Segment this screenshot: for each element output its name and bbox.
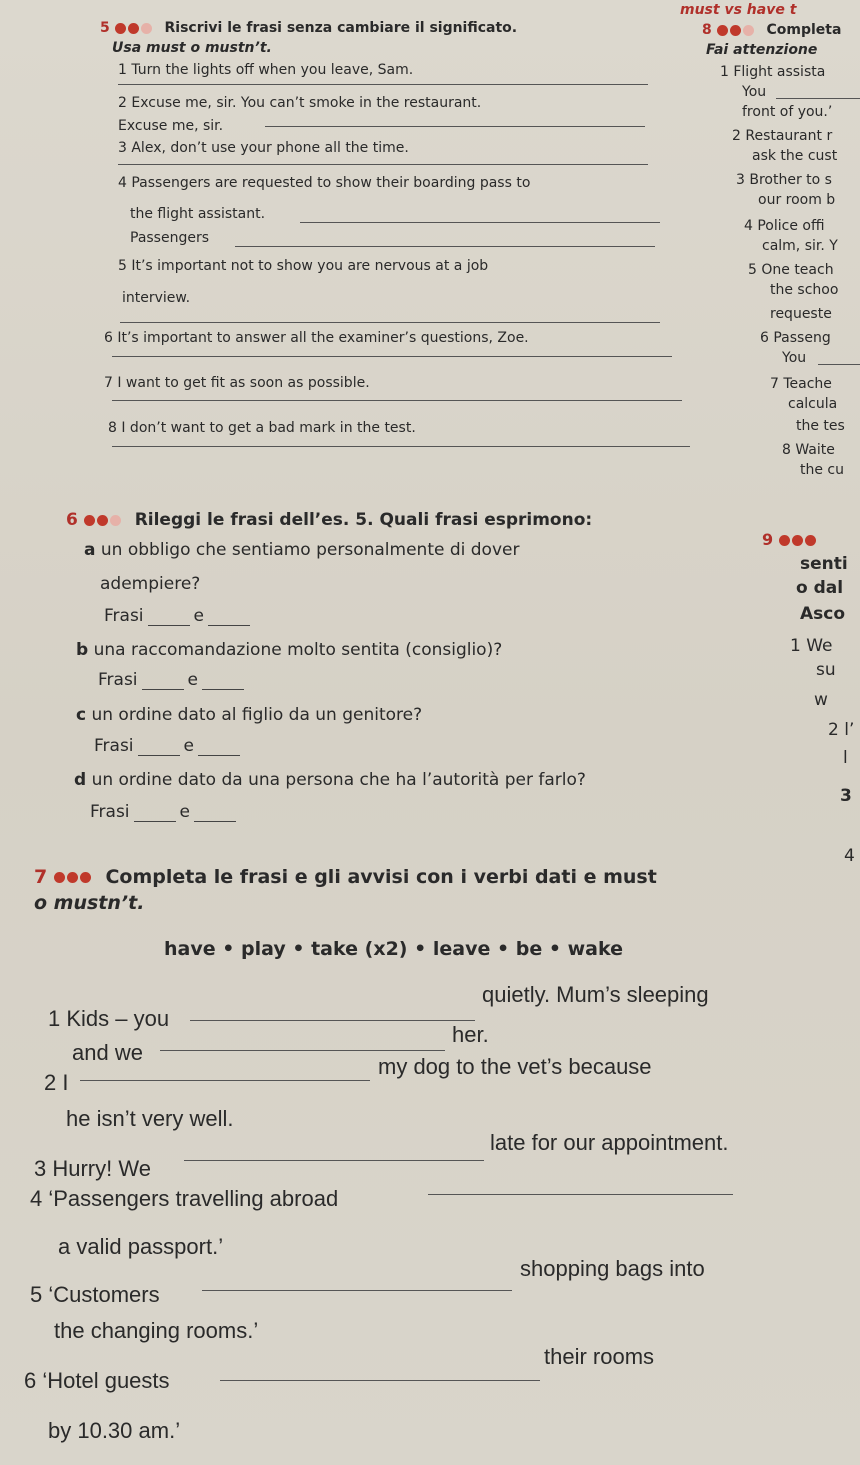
ex7-item-6-c: by 10.30 am.’ bbox=[48, 1418, 181, 1443]
ex6-header bbox=[66, 510, 592, 530]
ex7-item-1-c: and we bbox=[72, 1040, 143, 1065]
difficulty-dots bbox=[779, 530, 818, 549]
ex7-item-4-c: a valid passport.’ bbox=[58, 1234, 224, 1259]
difficulty-dots bbox=[84, 510, 123, 530]
ex6-item-a bbox=[84, 540, 519, 560]
frasi-label: Frasi bbox=[90, 802, 130, 822]
answer-line[interactable] bbox=[265, 126, 645, 127]
ex6-item-c bbox=[76, 705, 422, 725]
difficulty-dots bbox=[115, 20, 154, 36]
ex8-title: Completa bbox=[766, 22, 842, 38]
ex8-header bbox=[702, 22, 841, 38]
ex7-item-5: 5 ‘Customers bbox=[30, 1282, 160, 1307]
ex8-subinstruction: Fai attenzione bbox=[706, 42, 818, 58]
ex7-title-cont: o mustn’t. bbox=[34, 892, 145, 914]
ex7-item-2: 2 I bbox=[44, 1070, 69, 1095]
ex8-line: front of you.’ bbox=[742, 104, 833, 120]
frasi-label: Frasi bbox=[98, 670, 138, 690]
answer-blank[interactable] bbox=[202, 675, 244, 690]
item-letter: d bbox=[74, 770, 87, 790]
ex7-verb-box: have • play • take (x2) • leave • be • wake bbox=[164, 938, 623, 960]
answer-line[interactable] bbox=[160, 1050, 445, 1051]
ex7-item-2-b: my dog to the vet’s because bbox=[378, 1054, 652, 1079]
ex7-header bbox=[34, 866, 657, 888]
ex8-line: 4 Police offi bbox=[744, 218, 825, 234]
ex9-line: 4 bbox=[844, 846, 855, 866]
ex5-number: 5 bbox=[100, 20, 110, 36]
ex6-item-b bbox=[76, 640, 502, 660]
ex9-number: 9 bbox=[762, 530, 774, 549]
ex8-line: 5 One teach bbox=[748, 262, 834, 278]
answer-line[interactable] bbox=[184, 1160, 484, 1161]
ex8-line: 3 Brother to s bbox=[736, 172, 832, 188]
answer-blank[interactable] bbox=[148, 611, 190, 626]
ex8-line: our room b bbox=[758, 192, 836, 208]
answer-blank[interactable] bbox=[142, 675, 184, 690]
item-letter: c bbox=[76, 705, 87, 725]
ex5-item-2-start: Excuse me, sir. bbox=[118, 118, 224, 134]
ex5-item-4: 4 Passengers are requested to show their boarding pass to bbox=[118, 175, 531, 191]
item-letter: b bbox=[76, 640, 89, 660]
ex9-line: l bbox=[843, 748, 848, 768]
conjunction: e bbox=[183, 736, 194, 756]
answer-line[interactable] bbox=[202, 1290, 512, 1291]
answer-blank[interactable] bbox=[198, 741, 240, 756]
ex9-line: su bbox=[816, 660, 836, 680]
ex7-item-5-c: the changing rooms.’ bbox=[54, 1318, 259, 1343]
ex6-answer-a bbox=[104, 606, 254, 626]
ex7-item-1-d: her. bbox=[452, 1022, 489, 1047]
ex7-item-1: 1 Kids – you bbox=[48, 1006, 170, 1031]
answer-line[interactable] bbox=[190, 1020, 475, 1021]
answer-line[interactable] bbox=[118, 164, 648, 165]
answer-blank[interactable] bbox=[138, 741, 180, 756]
ex9-line: 3 bbox=[840, 786, 852, 806]
ex6-item-a-cont: adempiere? bbox=[100, 574, 201, 594]
difficulty-dots bbox=[717, 22, 756, 38]
ex6-title: Rileggi le frasi dell’es. 5. Quali frasi esprimono: bbox=[134, 510, 593, 530]
ex9-line: 1 We bbox=[790, 636, 833, 656]
ex6-number: 6 bbox=[66, 510, 78, 530]
answer-blank[interactable] bbox=[208, 611, 250, 626]
conjunction: e bbox=[187, 670, 198, 690]
ex9-line: w bbox=[814, 690, 828, 710]
ex5-item-1: 1 Turn the lights off when you leave, Sam. bbox=[118, 62, 414, 78]
answer-line[interactable] bbox=[118, 84, 648, 85]
ex8-line: calcula bbox=[788, 396, 838, 412]
answer-line[interactable] bbox=[112, 356, 672, 357]
ex6-answer-b bbox=[98, 670, 248, 690]
ex8-line: calm, sir. Y bbox=[762, 238, 838, 254]
ex8-line: the tes bbox=[796, 418, 845, 434]
ex8-line: 1 Flight assista bbox=[720, 64, 826, 80]
answer-line[interactable] bbox=[80, 1080, 370, 1081]
ex7-item-3: 3 Hurry! We bbox=[34, 1156, 151, 1181]
ex5-item-2: 2 Excuse me, sir. You can’t smoke in the restaurant. bbox=[118, 95, 482, 111]
ex9-line: o dal bbox=[796, 578, 844, 598]
frasi-label: Frasi bbox=[94, 736, 134, 756]
answer-line[interactable] bbox=[235, 246, 655, 247]
ex8-number: 8 bbox=[702, 22, 712, 38]
ex6-answer-d bbox=[90, 802, 240, 822]
ex6-answer-c bbox=[94, 736, 244, 756]
answer-line[interactable] bbox=[818, 364, 860, 365]
item-text: un ordine dato al figlio da un genitore? bbox=[91, 705, 423, 725]
answer-line[interactable] bbox=[120, 322, 660, 323]
ex5-item-4-cont: the flight assistant. bbox=[130, 206, 266, 222]
answer-blank[interactable] bbox=[134, 807, 176, 822]
conjunction: e bbox=[193, 606, 204, 626]
ex9-line: 2 l’ bbox=[828, 720, 855, 740]
answer-line[interactable] bbox=[112, 400, 682, 401]
answer-line[interactable] bbox=[776, 98, 860, 99]
item-letter: a bbox=[84, 540, 96, 560]
frasi-label: Frasi bbox=[104, 606, 144, 626]
ex9-line: senti bbox=[800, 554, 848, 574]
ex5-item-6: 6 It’s important to answer all the examiner’s questions, Zoe. bbox=[104, 330, 529, 346]
ex8-line: 8 Waite bbox=[782, 442, 835, 458]
ex5-subinstruction: Usa must o mustn’t. bbox=[112, 40, 272, 56]
ex7-item-4: 4 ‘Passengers travelling abroad bbox=[30, 1186, 339, 1211]
ex7-item-5-b: shopping bags into bbox=[520, 1256, 705, 1281]
ex7-item-6: 6 ‘Hotel guests bbox=[24, 1368, 170, 1393]
ex8-line: 2 Restaurant r bbox=[732, 128, 833, 144]
ex7-item-1-b: quietly. Mum’s sleeping bbox=[482, 982, 709, 1007]
ex8-line: 7 Teache bbox=[770, 376, 832, 392]
item-text: un ordine dato da una persona che ha l’autorità per farlo? bbox=[91, 770, 586, 790]
ex5-instruction: Riscrivi le frasi senza cambiare il significato. bbox=[164, 20, 518, 36]
ex8-line: the cu bbox=[800, 462, 844, 478]
section-header: must vs have t bbox=[680, 2, 797, 18]
ex7-item-3-b: late for our appointment. bbox=[490, 1130, 729, 1155]
ex8-line: You bbox=[742, 84, 767, 100]
ex7-item-6-b: their rooms bbox=[544, 1344, 655, 1369]
ex8-line: requeste bbox=[770, 306, 832, 322]
difficulty-dots bbox=[54, 866, 93, 888]
ex5-item-5: 5 It’s important not to show you are nervous at a job bbox=[118, 258, 489, 274]
ex5-item-8: 8 I don’t want to get a bad mark in the test. bbox=[108, 420, 416, 436]
ex8-line: ask the cust bbox=[752, 148, 838, 164]
ex6-item-d bbox=[74, 770, 586, 790]
ex8-line: You bbox=[782, 350, 807, 366]
answer-line[interactable] bbox=[428, 1194, 733, 1195]
item-text: una raccomandazione molto sentita (consiglio)? bbox=[93, 640, 503, 660]
ex5-header bbox=[100, 20, 517, 36]
ex8-line: the schoo bbox=[770, 282, 839, 298]
ex8-line: 6 Passeng bbox=[760, 330, 831, 346]
ex5-item-4-start: Passengers bbox=[130, 230, 210, 246]
ex9-header bbox=[762, 530, 824, 549]
answer-line[interactable] bbox=[112, 446, 690, 447]
answer-blank[interactable] bbox=[194, 807, 236, 822]
ex9-line: Asco bbox=[800, 604, 846, 624]
ex7-number: 7 bbox=[34, 866, 48, 888]
item-text: un obbligo che sentiamo personalmente di dover bbox=[100, 540, 520, 560]
ex7-title: Completa le frasi e gli avvisi con i verbi dati e must bbox=[105, 866, 657, 888]
ex5-item-3: 3 Alex, don’t use your phone all the time. bbox=[118, 140, 409, 156]
ex7-item-2-c: he isn’t very well. bbox=[66, 1106, 234, 1131]
answer-line[interactable] bbox=[300, 222, 660, 223]
conjunction: e bbox=[179, 802, 190, 822]
answer-line[interactable] bbox=[220, 1380, 540, 1381]
ex5-item-7: 7 I want to get fit as soon as possible. bbox=[104, 375, 370, 391]
ex5-item-5-cont: interview. bbox=[122, 290, 191, 306]
